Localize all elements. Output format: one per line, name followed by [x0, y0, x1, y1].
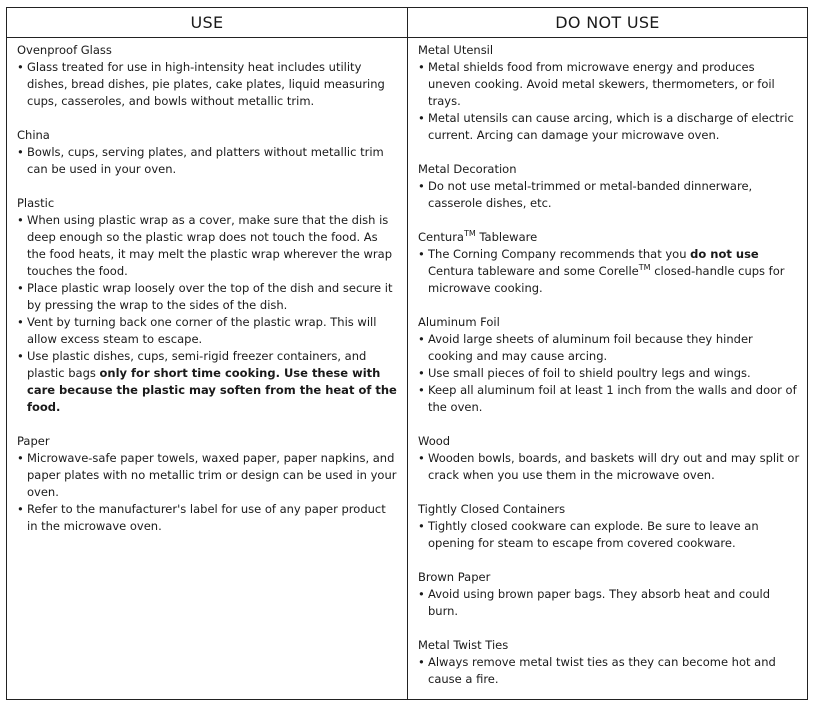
- list-item: • Tightly closed cookware can explode. Be sure to leave an opening for steam to escape from covered cookware.: [418, 519, 759, 550]
- section-title: Metal Decoration: [418, 162, 517, 176]
- list-item: • Avoid large sheets of aluminum foil because they hinder cooking and may cause arcing.: [418, 332, 753, 363]
- section-china: [17, 127, 399, 178]
- section-title: Ovenproof Glass: [17, 43, 112, 57]
- trademark-sup: TM: [463, 229, 476, 239]
- list-item: • Always remove metal twist ties as they can become hot and cause a fire.: [418, 655, 776, 686]
- section-title: Metal Utensil: [418, 43, 494, 57]
- list-item: • Place plastic wrap loosely over the top of the dish and secure it by pressing the wrap to the sides of the dish.: [17, 281, 393, 312]
- section-paper: [17, 433, 399, 535]
- list-item: • Avoid using brown paper bags. They absorb heat and could burn.: [418, 587, 771, 618]
- section-title: Brown Paper: [418, 570, 491, 584]
- list-item: • Use plastic dishes, cups, semi-rigid freezer containers, and plastic bags only for short time cooking. Use these with care because the plastic may soften from the heat of the food.: [17, 349, 397, 414]
- list-item: • When using plastic wrap as a cover, make sure that the dish is deep enough so the plastic wrap does not touch the food. As the food heats, it may melt the plastic wrap wherever the wrap touches the food.: [17, 213, 393, 278]
- list-item: • The Corning Company recommends that you do not use Centura tableware and some Corelle™ closed-handle cups for microwave cooking.: [418, 247, 785, 295]
- section-centura-tableware: [418, 229, 800, 297]
- use-column: [17, 42, 399, 552]
- do-not-use-header: DO NOT USE: [555, 13, 660, 32]
- list-item: • Vent by turning back one corner of the plastic wrap. This will allow excess steam to escape.: [17, 315, 377, 346]
- list-item: • Microwave-safe paper towels, waxed paper, paper napkins, and paper plates with no metallic trim or design can be used in your oven.: [17, 451, 397, 499]
- cookware-table: [6, 7, 808, 700]
- list-item: • Do not use metal-trimmed or metal-banded dinnerware, casserole dishes, etc.: [418, 179, 753, 210]
- section-title: Centura™ Tableware: [418, 229, 538, 244]
- list-item: • Use small pieces of foil to shield poultry legs and wings.: [418, 366, 751, 380]
- column-divider: [407, 8, 408, 699]
- section-title: Plastic: [17, 196, 55, 210]
- section-title: Paper: [17, 434, 50, 448]
- section-aluminum-foil: [418, 314, 800, 416]
- section-metal-twist-ties: [418, 637, 800, 688]
- list-item: • Metal shields food from microwave energy and produces uneven cooking. Avoid metal skewers, thermometers, or foil trays.: [418, 60, 775, 108]
- section-title: Tightly Closed Containers: [418, 502, 566, 516]
- list-item: • Refer to the manufacturer's label for use of any paper product in the microwave oven.: [17, 502, 386, 533]
- section-title: China: [17, 128, 50, 142]
- section-wood: [418, 433, 800, 484]
- use-header: USE: [190, 13, 224, 32]
- section-brown-paper: [418, 569, 800, 620]
- section-ovenproof-glass: [17, 42, 399, 110]
- section-metal-decoration: [418, 161, 800, 212]
- section-title: Aluminum Foil: [418, 315, 500, 329]
- list-item: • Metal utensils can cause arcing, which is a discharge of electric current. Arcing can damage your microwave oven.: [418, 111, 794, 142]
- do-not-use-column: [418, 42, 800, 705]
- section-plastic: [17, 195, 399, 416]
- trademark-sup: TM: [638, 263, 651, 273]
- section-metal-utensil: [418, 42, 800, 144]
- list-item: • Glass treated for use in high-intensity heat includes utility dishes, bread dishes, pie plates, cake plates, liquid measuring cups, casseroles, and bowls without metallic trim.: [17, 60, 385, 108]
- list-item: • Wooden bowls, boards, and baskets will dry out and may split or crack when you use them in the microwave oven.: [418, 451, 800, 482]
- section-title: Wood: [418, 434, 451, 448]
- section-title: Metal Twist Ties: [418, 638, 509, 652]
- list-item: • Keep all aluminum foil at least 1 inch from the walls and door of the oven.: [418, 383, 797, 414]
- list-item: • Bowls, cups, serving plates, and platters without metallic trim can be used in your oven.: [17, 145, 384, 176]
- section-tightly-closed-containers: [418, 501, 800, 552]
